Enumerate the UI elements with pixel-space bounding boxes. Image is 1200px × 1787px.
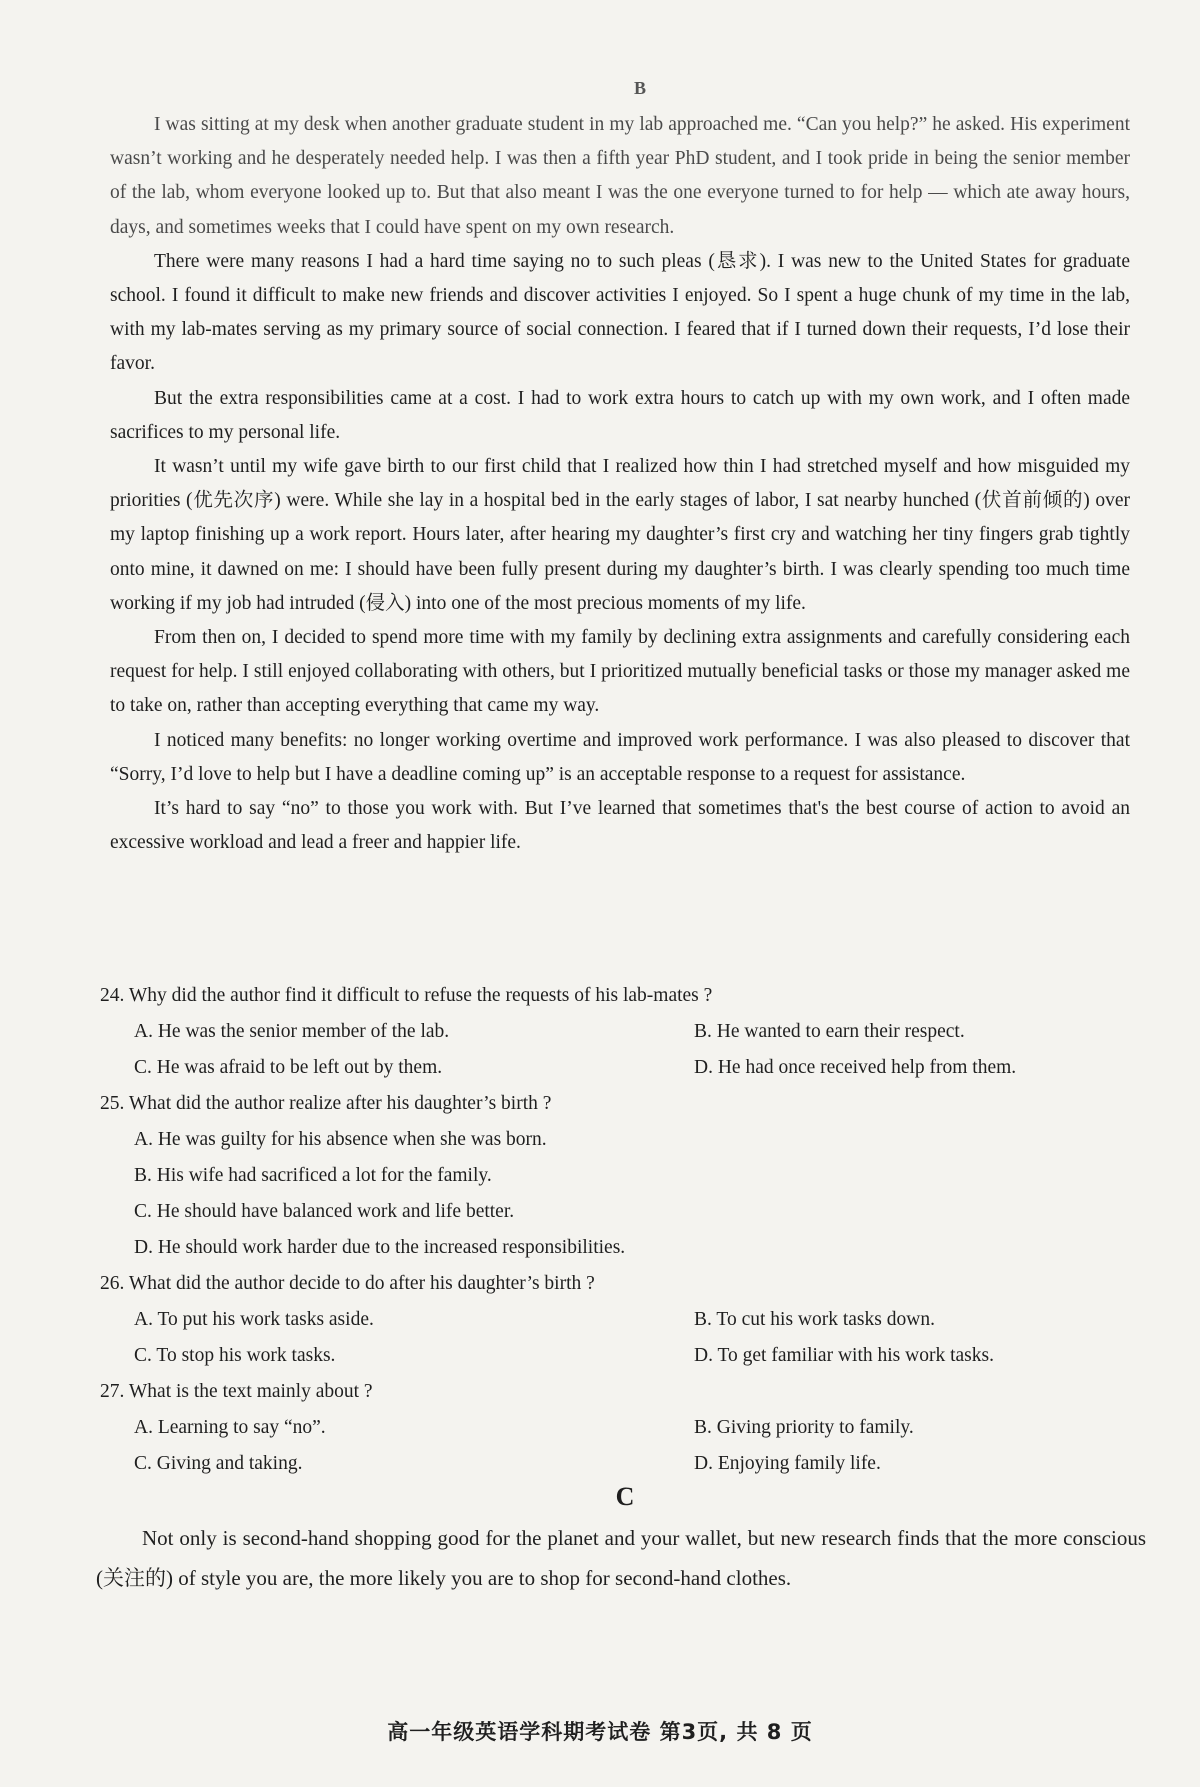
passage-b-paragraph-7: It’s hard to say “no” to those you work with. But I’ve learned that sometimes that's the best course of action to avoid an excessive workload and lead a freer and happier life. <box>110 798 1130 854</box>
passage-b-paragraph-1: I was sitting at my desk when another graduate student in my lab approached me. “Can you help?” he asked. His experiment wasn’t working and he desperately needed help. I was then a fifth year PhD student, and I took pride in being the senior member of the lab, whom everyone looked up to. But that also meant I was the one everyone turned to for help — which ate away hours, days, and sometimes weeks that I could have spent on my own research. <box>110 114 1130 238</box>
question-24 <box>100 978 1140 1086</box>
option-grid <box>100 1410 1140 1482</box>
section-letter-c: C <box>615 1482 635 1511</box>
option-a: A. He was the senior member of the lab. <box>134 1021 450 1042</box>
passage-b-paragraph-6: I noticed many benefits: no longer working overtime and improved work performance. I was also pleased to discover that “Sorry, I’d love to help but I have a deadline coming up” is an acceptable response to a request for assistance. <box>110 729 1130 785</box>
page-footer: 高一年级英语学科期考试卷 第3页, 共 8 页 <box>387 1720 813 1744</box>
option-grid <box>100 1302 1140 1374</box>
passage-b <box>110 108 1130 860</box>
passage-c-paragraph-1: Not only is second-hand shopping good for the planet and your wallet, but new research finds that the more conscious (关注的) of style you are, the more likely you are to shop for second-hand clothes. <box>96 1526 1146 1590</box>
option-a: A. Learning to say “no”. <box>134 1417 326 1438</box>
option-d: D. To get familiar with his work tasks. <box>694 1345 994 1366</box>
option-b: B. His wife had sacrificed a lot for the family. <box>134 1165 492 1186</box>
question-26 <box>100 1266 1140 1374</box>
option-b: B. He wanted to earn their respect. <box>694 1021 965 1042</box>
option-a: A. To put his work tasks aside. <box>134 1309 374 1330</box>
option-d: D. He should work harder due to the increased responsibilities. <box>134 1237 626 1258</box>
option-a: A. He was guilty for his absence when she was born. <box>134 1129 547 1150</box>
question-27 <box>100 1374 1140 1482</box>
option-c: C. To stop his work tasks. <box>134 1345 336 1366</box>
option-column <box>100 1122 1140 1266</box>
passage-b-paragraph-5: From then on, I decided to spend more time with my family by declining extra assignments and carefully considering each request for help. I still enjoyed collaborating with others, but I prioritized mutually beneficial tasks or those my manager asked me to take on, rather than accepting everything that came my way. <box>110 627 1130 717</box>
option-d: D. Enjoying family life. <box>694 1453 881 1474</box>
question-stem: 24. Why did the author find it difficult to refuse the requests of his lab-mates ? <box>100 985 713 1006</box>
question-list <box>100 978 1140 1482</box>
option-b: B. To cut his work tasks down. <box>694 1309 935 1330</box>
passage-c <box>96 1518 1146 1598</box>
option-c: C. He was afraid to be left out by them. <box>134 1057 443 1078</box>
option-c: C. Giving and taking. <box>134 1453 303 1474</box>
option-grid <box>100 1014 1140 1086</box>
passage-b-paragraph-2: There were many reasons I had a hard time saying no to such pleas (恳求). I was new to the United States for graduate school. I found it difficult to make new friends and discover activities I enjoyed. So I spent a huge chunk of my time in the lab, with my lab-mates serving as my primary source of social connection. I feared that if I turned down their requests, I’d lose their favor. <box>110 250 1130 375</box>
option-c: C. He should have balanced work and life better. <box>134 1201 515 1222</box>
question-stem: 25. What did the author realize after his daughter’s birth ? <box>100 1093 552 1114</box>
option-d: D. He had once received help from them. <box>694 1057 1017 1078</box>
option-b: B. Giving priority to family. <box>694 1417 914 1438</box>
passage-b-paragraph-3: But the extra responsibilities came at a cost. I had to work extra hours to catch up with my own work, and I often made sacrifices to my personal life. <box>110 387 1130 443</box>
question-stem: 26. What did the author decide to do after his daughter’s birth ? <box>100 1273 595 1294</box>
section-letter-b: B <box>633 78 646 98</box>
question-25 <box>100 1086 1140 1266</box>
passage-b-paragraph-4: It wasn’t until my wife gave birth to our first child that I realized how thin I had stretched myself and how misguided my priorities (优先次序) were. While she lay in a hospital bed in the early stages of labor, I sat nearby hunched (伏首前倾的) over my laptop finishing up a work report. Hours later, after hearing my daughter’s first cry and watching her tiny fingers grab tightly onto mine, it dawned on me: I should have been fully present during my daughter’s birth. I was clearly spending too much time working if my job had intruded (侵入) into one of the most precious moments of my life. <box>110 456 1130 614</box>
question-stem: 27. What is the text mainly about ? <box>100 1381 373 1402</box>
